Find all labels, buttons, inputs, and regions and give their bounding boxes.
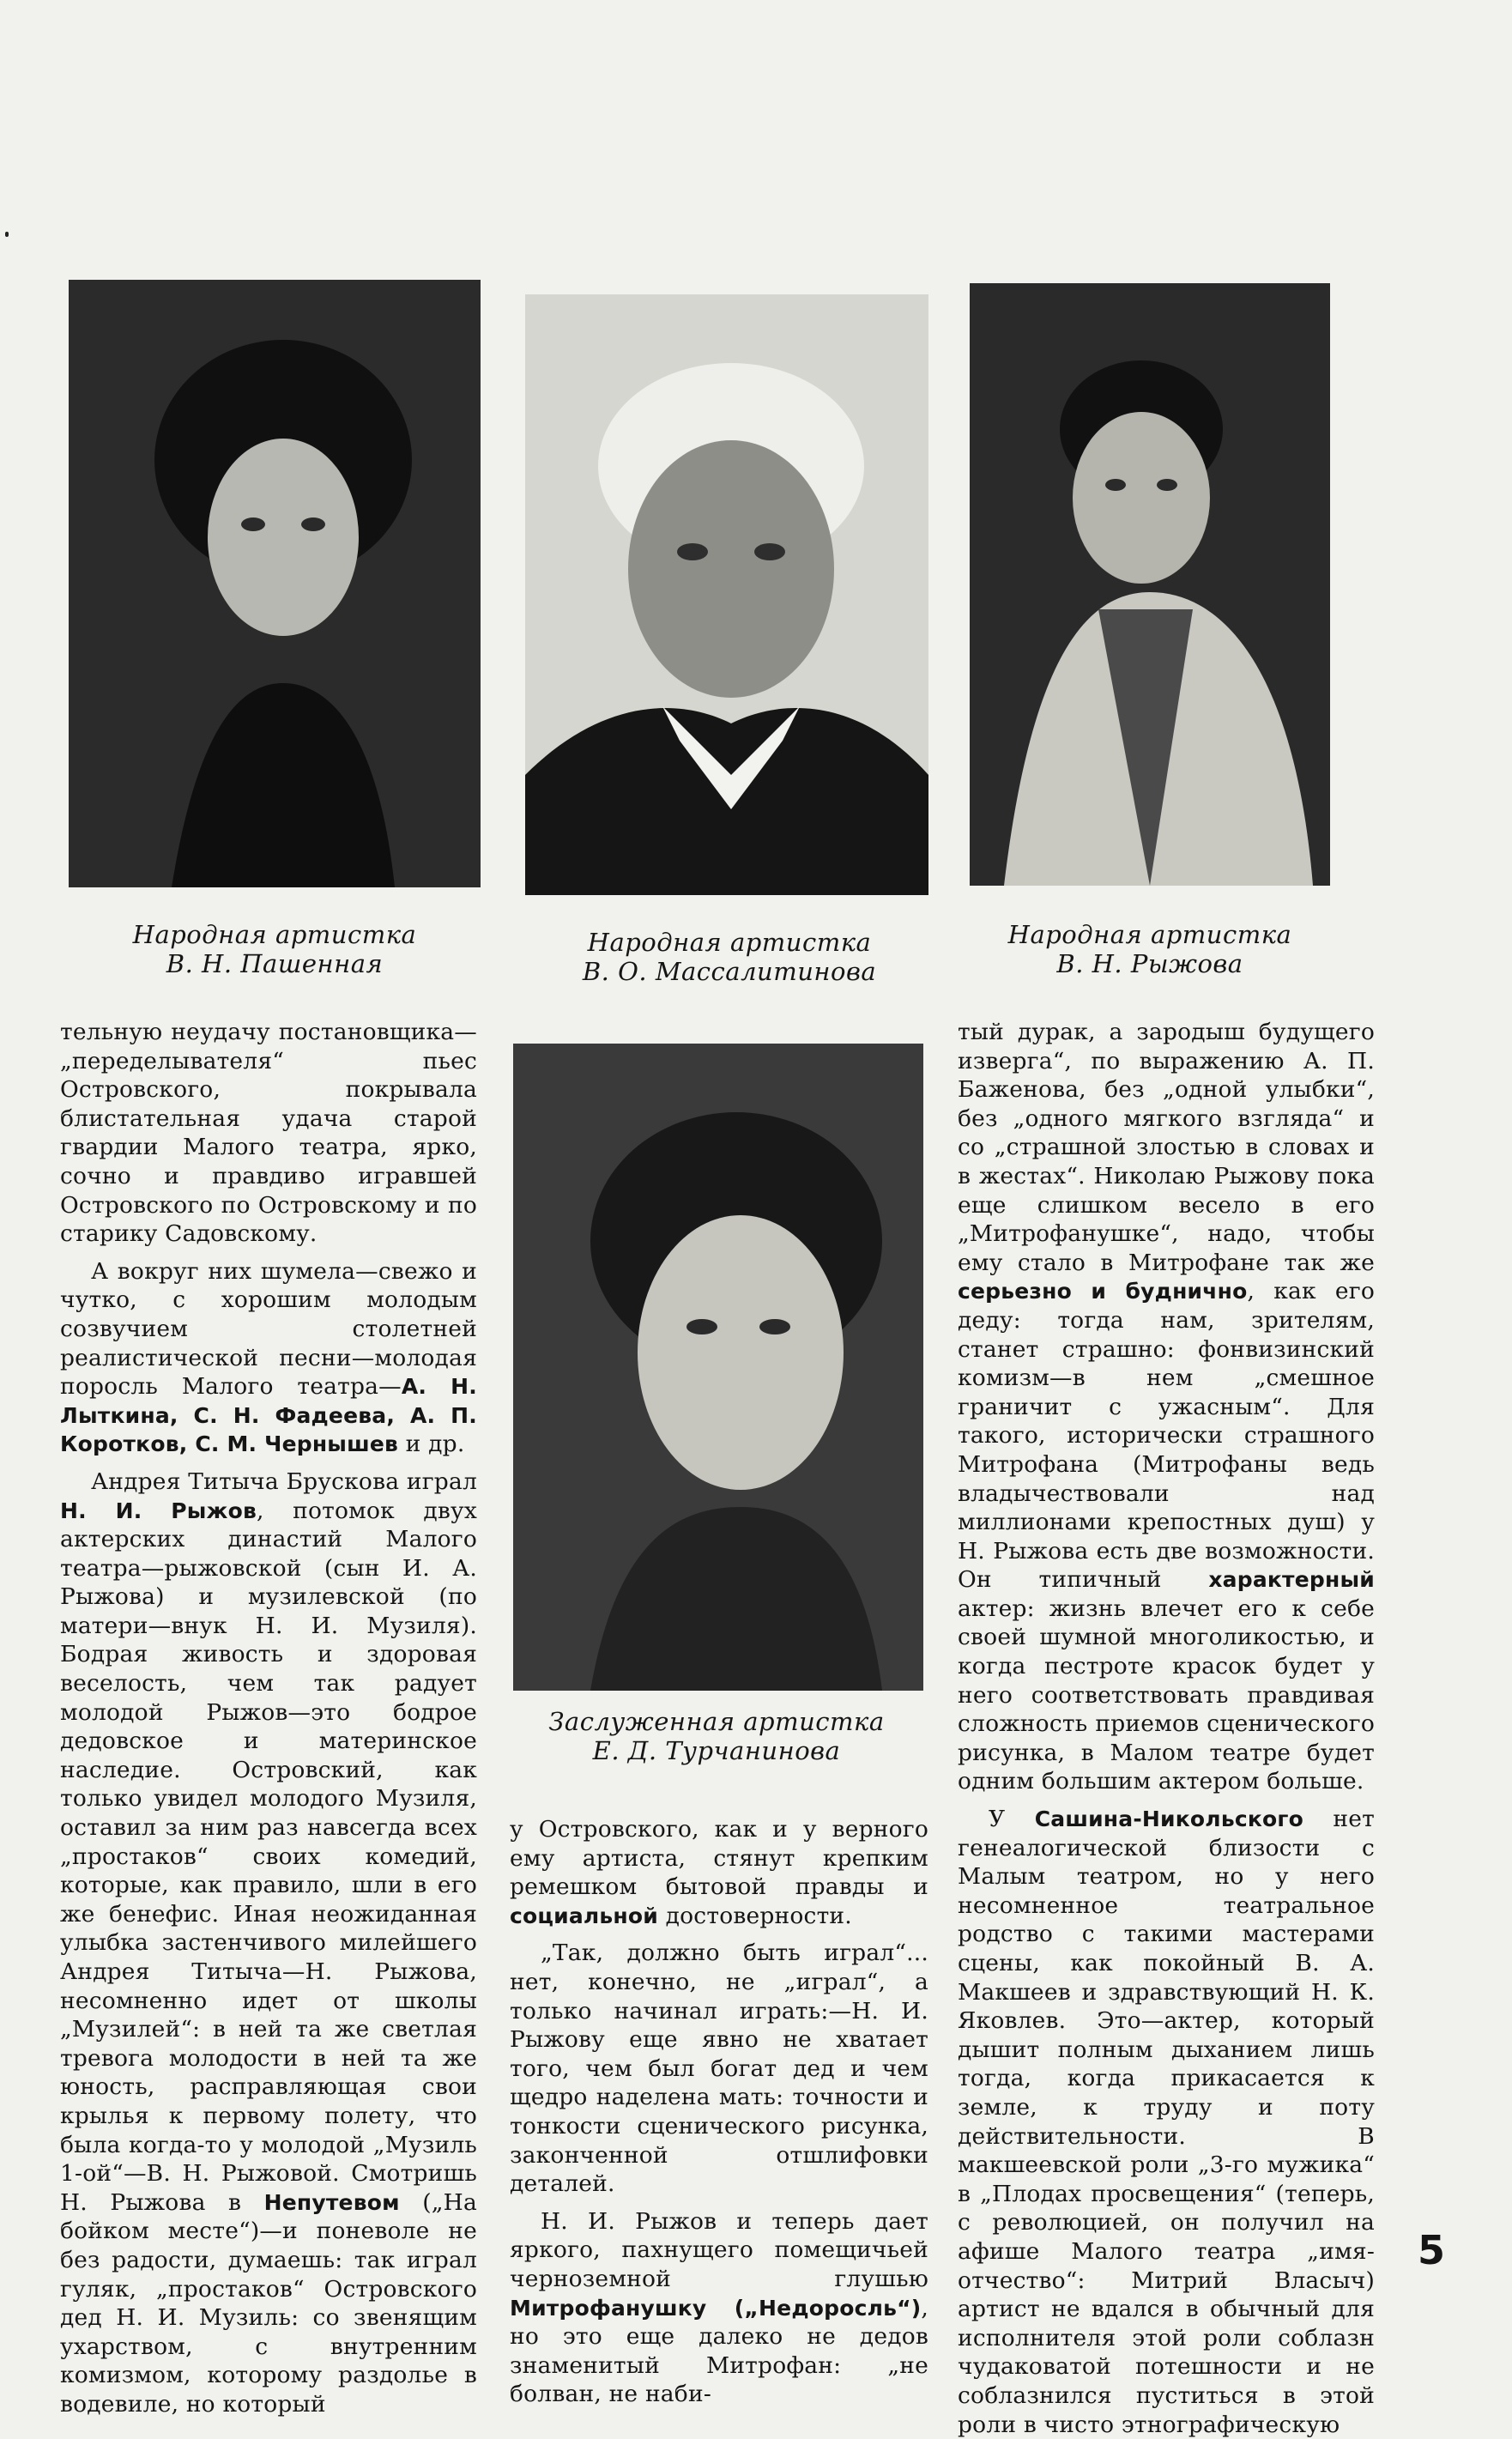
article-column-3 — [958, 1018, 1375, 2439]
caption-name: В. Н. Рыжова — [1056, 949, 1243, 978]
portrait-photo-turchaninova — [513, 1044, 923, 1691]
caption-title: Народная артистка — [132, 920, 417, 949]
emphasis: характерный — [1208, 1567, 1375, 1593]
caption-name: В. О. Массалитинова — [582, 957, 877, 986]
paragraph: А вокруг них шумела—свежо и чутко, с хорошим молодым созвучием столетней реалистической песни—молодая поросль Малого театра—А. Н. Лыткина, С. Н. Фадеева, А. П. Коротков, С. М. Чернышев и др. — [60, 1257, 477, 1458]
portrait-image — [513, 1044, 923, 1691]
actor-name: Н. И. Рыжов — [60, 1498, 257, 1523]
emphasis: серьезно и буднично — [958, 1279, 1248, 1304]
play-title: Митрофанушку („Недоросль“) — [510, 2295, 922, 2321]
portrait-photo-massalitinova — [525, 294, 928, 895]
caption-name: В. Н. Пашенная — [166, 949, 384, 978]
caption-title: Народная артистка — [1007, 920, 1292, 949]
portrait-image — [970, 283, 1330, 886]
paragraph: тельную неудачу постановщика—„переделывателя“ пьес Островского, покрывала блистательная удача старой гвардии Малого театра, ярко, сочно и правдиво игравшей Островского по Островскому и по старику Садовскому. — [60, 1019, 477, 1248]
article-column-1 — [60, 1018, 477, 2419]
photo-caption-3 — [978, 920, 1321, 978]
paragraph: „Так, должно быть играл“... нет, конечно, не „играл“, а только начинал играть:—Н. И. Рыжову еще явно не хватает того, чем был богат дед и чем щедро наделена мать: точности и тонкости сценического рисунка, законченной отшлифовки деталей. — [510, 1940, 928, 2198]
paragraph: тый дурак, а зародыш будущего изверга“, по выражению А. П. Баженова, без „одной улыбки“, без „одного мягкого взгляда“ и со „страшной злостью в словах и в жестах“. Николаю Рыжову пока еще слишком весело в его „Митрофанушке“, надо, чтобы ему стало в Митрофане так же серьезно и буднично, как его деду: тогда нам, зрителям, станет страшно: фонвизинский комизм—в нем „смешное граничит с ужасным“. Для такого, исторически страшного Митрофана (Митрофаны ведь владычествовали над миллионами крепостных душ) у Н. Рыжова есть две возможности. Он типичный характерный актер: жизнь влечет его к себе своей шумной многоликостью, и когда пестроте красок будет у него соответствовать правдивая сложность приемов сценического рисунка, в Малом театре будет одним большим актером больше. — [958, 1019, 1375, 1795]
portrait-photo-ryzhova — [970, 283, 1330, 886]
paragraph: у Островского, как и у верного ему артиста, стянут крепким ремешком бытовой правды и социальной достоверности. — [510, 1816, 928, 1929]
caption-title: Народная артистка — [587, 928, 872, 957]
caption-name: Е. Д. Турчанинова — [592, 1736, 841, 1765]
photo-caption-1 — [86, 920, 463, 978]
print-speck — [5, 232, 9, 237]
caption-title: Заслуженная артистка — [548, 1707, 885, 1736]
paragraph: Андрея Титыча Брускова играл Н. И. Рыжов, потомок двух актерских династий Малого театра—рыжовской (сын И. А. Рыжова) и музилевской (по матери—внук Н. И. Музиля). Бодрая живость и здоровая веселость, чем так радует молодой Рыжов—это бодрое дедовское и материнское наследие. Островский, как только увидел молодого Музиля, оставил за ним раз навсегда всех „простаков“ своих комедий, которые, как правило, шли в его же бенефис. Иная неожиданная улыбка застенчивого милейшего Андрея Титыча—Н. Рыжова, несомненно идет от школы „Музилей“: в ней та же светлая тревога молодости в ней та же юность, расправляющая свои крылья к первому полету, что была когда-то у молодой „Музиль 1-ой“—В. Н. Рыжовой. Смотришь Н. Рыжова в Непутевом („На бойком месте“)—и поневоле не без радости, думаешь: так играл гуляк, „простаков“ Островского дед Н. И. Музиль: со звенящим ухарством, с внутренним комизмом, которому раздолье в водевиле, но который — [60, 1468, 477, 2418]
portrait-photo-pashennaya — [69, 280, 481, 887]
portrait-image — [69, 280, 481, 887]
paragraph: Н. И. Рыжов и теперь дает яркого, пахнущего помещичьей черноземной глушью Митрофанушку („Недоросль“), но это еще далеко не дедов знаменитый Митрофан: „не болван, не наби- — [510, 2207, 928, 2408]
paragraph: У Сашина-Никольского нет генеалогической близости с Малым театром, но у него несомненное театральное родство с такими мастерами сцены, как покойный В. А. Макшеев и здравствующий Н. К. Яковлев. Это—актер, который дышит полным дыханием лишь тогда, когда прикасается к земле, к труду и поту действительности. В макшеевской роли „3-го мужика“ в „Плодах просвещения“ (теперь, с революцией, он получил на афише Малого театра „имя-отчество“: Митрий Власыч) артист не вдался в обычный для исполнителя этой роли соблазн чудаковатой потешности и не соблазнился пуститься в этой роли в чисто этнографическую — [958, 1806, 1375, 2438]
actor-names: А. Н. Лыткина, С. Н. Фадеева, А. П. Коротков, С. М. Чернышев — [60, 1374, 477, 1457]
photo-caption-4 — [515, 1707, 918, 1765]
actor-name: Сашина-Никольского — [1034, 1807, 1304, 1832]
play-title: Непутевом — [263, 2189, 400, 2215]
portrait-image — [525, 294, 928, 895]
page-number: 5 — [1418, 2227, 1446, 2273]
emphasis: социальной — [510, 1903, 658, 1928]
photo-caption-2 — [532, 928, 927, 986]
article-column-2 — [510, 1815, 928, 2409]
